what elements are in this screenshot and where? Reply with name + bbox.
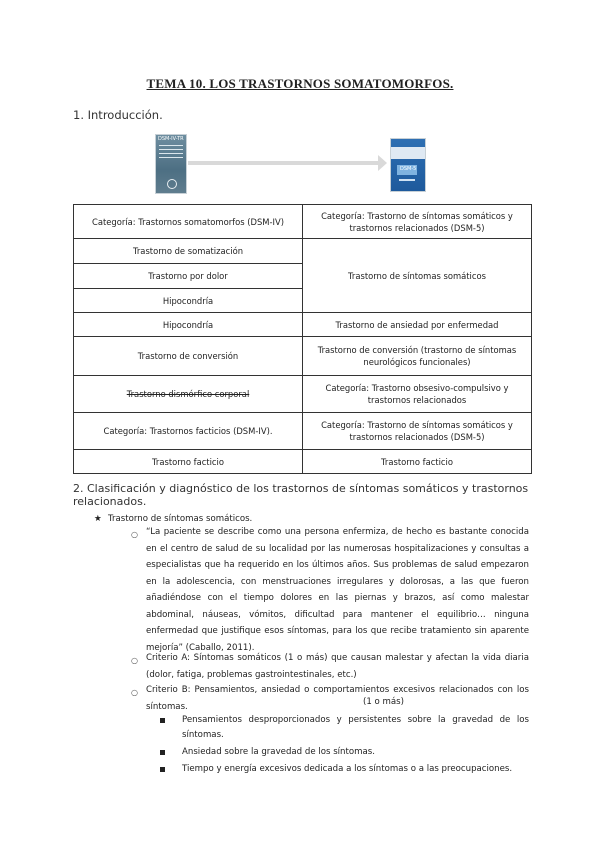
table-row bbox=[74, 376, 532, 413]
arrow-line bbox=[188, 161, 378, 165]
table-cell: Categoría: Trastorno obsesivo-compulsivo y trastornos relacionados bbox=[303, 376, 532, 413]
table-cell: Trastorno de somatización bbox=[74, 239, 303, 264]
cover-band bbox=[391, 147, 425, 159]
table-cell: Categoría: Trastornos facticios (DSM-IV). bbox=[74, 413, 303, 450]
cover-line bbox=[159, 149, 183, 150]
cover-line bbox=[159, 153, 183, 154]
table-cell-merged: Trastorno de síntomas somáticos bbox=[303, 239, 532, 313]
sub-list-item: Pensamientos desproporcionados y persistentes sobre la gravedad de los síntomas. bbox=[182, 715, 529, 740]
table-cell: Trastorno de conversión bbox=[74, 337, 303, 376]
table-cell: Hipocondría bbox=[74, 289, 303, 313]
table-cell: Categoría: Trastornos somatomorfos (DSM-IV) bbox=[74, 205, 303, 239]
table-cell: Trastorno facticio bbox=[303, 450, 532, 474]
table-cell: Trastorno de ansiedad por enfermedad bbox=[303, 313, 532, 337]
section-heading-clasificacion: 2. Clasificación y diagnóstico de los trastornos de síntomas somáticos y trastornos relacionados. bbox=[73, 482, 529, 508]
page-title: TEMA 10. LOS TRASTORNOS SOMATOMORFOS. bbox=[146, 76, 454, 91]
table-cell: Categoría: Trastorno de síntomas somáticos y trastornos relacionados (DSM-5) bbox=[303, 205, 532, 239]
list-item-label: Trastorno de síntomas somáticos. bbox=[108, 514, 253, 524]
circle-bullet-icon: ○ bbox=[131, 656, 138, 665]
arrow-right-icon bbox=[378, 155, 387, 171]
section-heading-introduccion: 1. Introducción. bbox=[73, 108, 163, 122]
square-bullet-icon bbox=[160, 767, 165, 772]
table-row bbox=[74, 413, 532, 450]
list-item bbox=[94, 514, 252, 524]
publisher-logo-icon bbox=[167, 179, 177, 189]
square-bullet-icon bbox=[160, 750, 165, 755]
circle-bullet-icon: ○ bbox=[131, 530, 138, 539]
dsm-iv-book-image bbox=[155, 134, 187, 194]
table-row bbox=[74, 239, 532, 264]
cover-line bbox=[159, 157, 183, 158]
dsm-5-book-title: DSM-5 bbox=[400, 166, 417, 172]
sub-list-item: Tiempo y energía excesivos dedicada a los síntomas o a las preocupaciones. bbox=[182, 764, 513, 774]
table-row bbox=[74, 450, 532, 474]
table-cell: Trastorno facticio bbox=[74, 450, 303, 474]
square-bullet-icon bbox=[160, 718, 165, 723]
dsm-5-book-image bbox=[390, 138, 426, 192]
table-row bbox=[74, 313, 532, 337]
dsm-comparison-table bbox=[73, 204, 532, 474]
sub-list-item: Ansiedad sobre la gravedad de los síntomas. bbox=[182, 747, 375, 757]
table-cell: Hipocondría bbox=[74, 313, 303, 337]
table-cell: Trastorno por dolor bbox=[74, 264, 303, 289]
table-row bbox=[74, 205, 532, 239]
dsm-iv-book-title: DSM-IV-TR bbox=[158, 136, 184, 142]
criterion-b-tag: (1 o más) bbox=[363, 697, 405, 707]
table-cell-strikethrough: Trastorno dismórfico corporal bbox=[74, 376, 303, 413]
table-cell: Categoría: Trastorno de síntomas somáticos y trastornos relacionados (DSM-5) bbox=[303, 413, 532, 450]
table-row bbox=[74, 337, 532, 376]
criterion-a: Criterio A: Síntomas somáticos (1 o más) que causan malestar y afectan la vida diaria (dolor, fatiga, problemas gastrointestinales, etc.) bbox=[146, 653, 529, 680]
star-bullet-icon: ★ bbox=[94, 514, 102, 524]
cover-line bbox=[159, 145, 183, 146]
cover-line bbox=[399, 179, 415, 181]
criterion-b: Criterio B: Pensamientos, ansiedad o comportamientos excesivos relacionados con los síntomas. bbox=[146, 685, 529, 712]
circle-bullet-icon: ○ bbox=[131, 688, 138, 697]
table-cell: Trastorno de conversión (trastorno de síntomas neurológicos funcionales) bbox=[303, 337, 532, 376]
case-quote: “La paciente se describe como una persona enfermiza, de hecho es bastante conocida en el centro de salud de su localidad por las numerosas hospitalizaciones y consultas a especialistas que ha requerido en los últimos años. Sus problemas de salud empezaron en la adolescencia, con menstruaciones irregulares y dolorosas, a las que fueron añadiéndose con el tiempo dolores en las piernas y brazos, así como malestar abdominal, náuseas, vómitos, dificultad para mantener el equilibrio… ninguna enfermedad que justifique esos síntomas, para los que recibe tratamiento sin aparente mejoría” (Caballo, 2011). bbox=[146, 527, 529, 653]
